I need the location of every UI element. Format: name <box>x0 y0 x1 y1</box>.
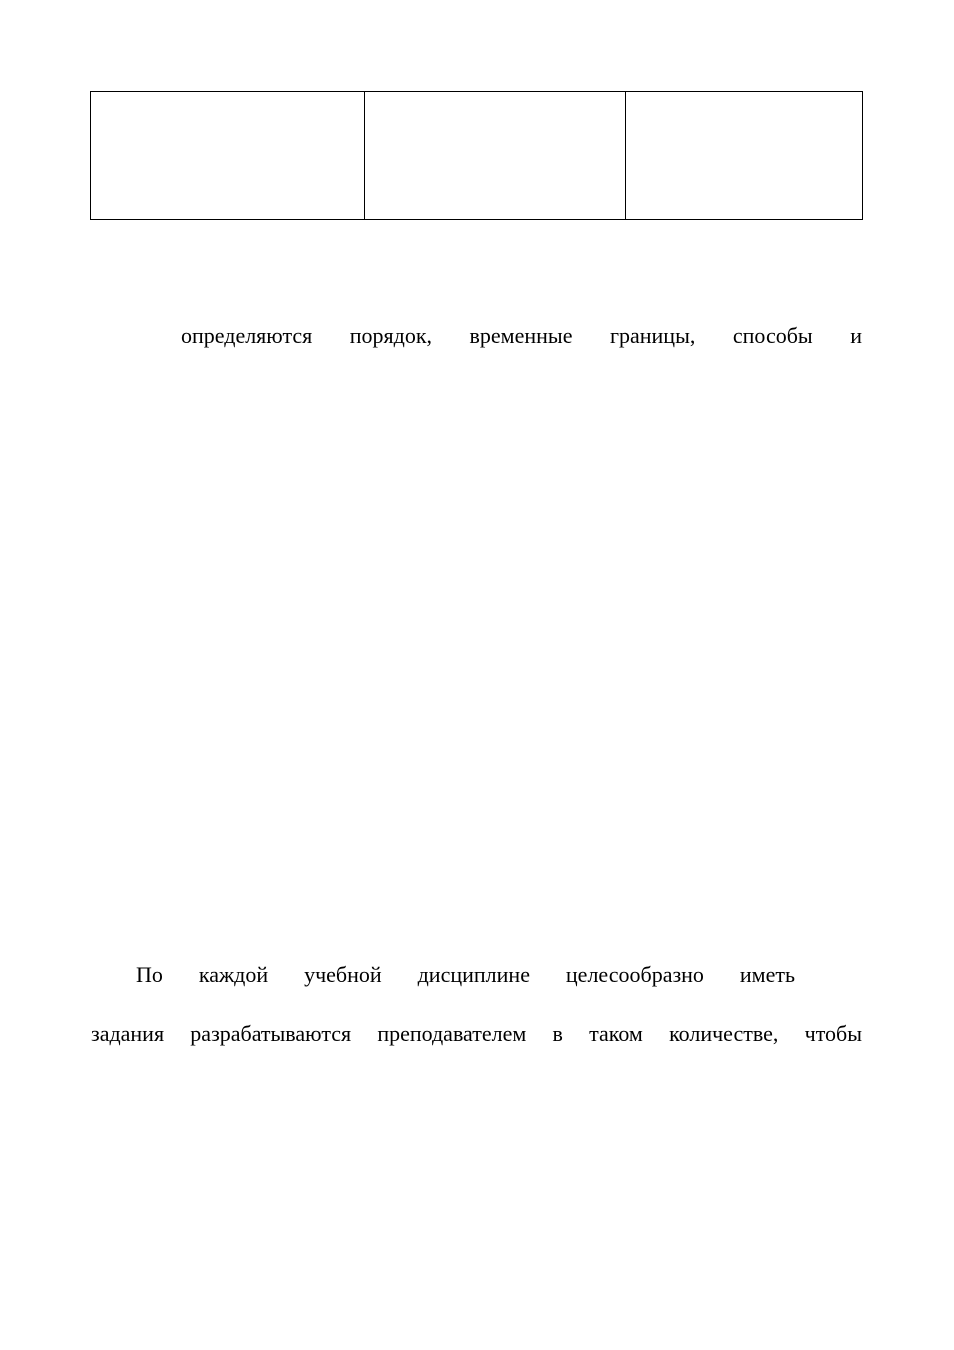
paragraph-line-assignments: задания разрабатываются преподавателем в таком количестве, чтобы <box>91 1021 862 1046</box>
empty-table <box>90 91 863 220</box>
paragraph-line-discipline: По каждой учебной дисциплине целесообразно иметь <box>136 962 795 987</box>
paragraph-line-methods: определяются порядок, временные границы, способы и <box>181 323 862 348</box>
table-cell-3 <box>625 92 862 219</box>
table-cell-2 <box>364 92 626 219</box>
table-cell-1 <box>91 92 365 219</box>
